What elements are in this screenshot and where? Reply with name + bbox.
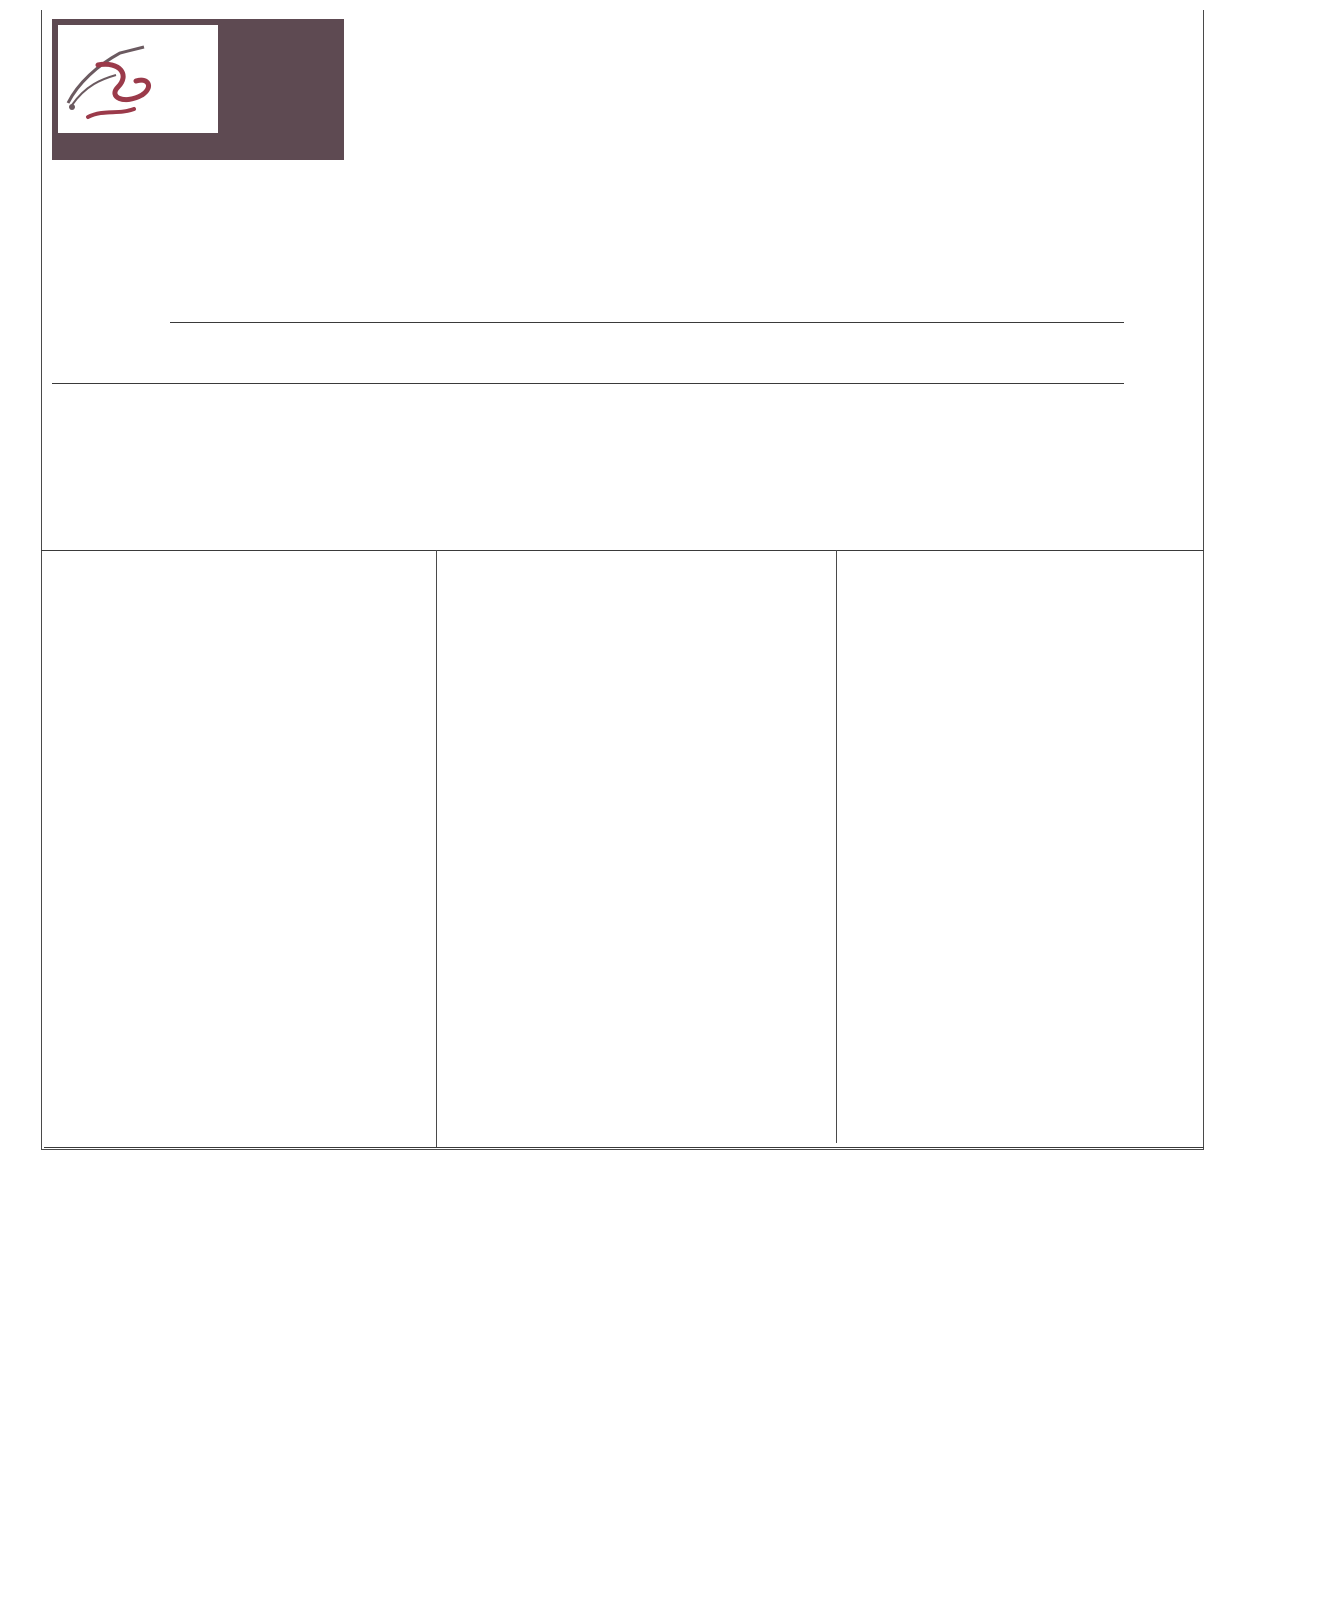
contact-block	[364, 18, 374, 43]
panel-bottom-border	[44, 1147, 1204, 1148]
needle-thread-icon	[58, 25, 218, 133]
panel-divider-left	[436, 550, 437, 1148]
stitch-diagram-top	[105, 557, 351, 801]
duo-designs-logo	[52, 19, 344, 160]
stitched-sample-area[interactable]	[840, 585, 1200, 1140]
panel-divider-right	[836, 550, 837, 1143]
logo-emblem	[58, 25, 218, 133]
logo-tagline	[52, 133, 344, 160]
section-divider	[41, 550, 1204, 551]
categories-line-2[interactable]	[52, 383, 1124, 384]
categories-line-1[interactable]	[170, 322, 1124, 323]
stitch-diagram-bottom	[73, 813, 430, 1073]
email-line	[364, 18, 374, 43]
